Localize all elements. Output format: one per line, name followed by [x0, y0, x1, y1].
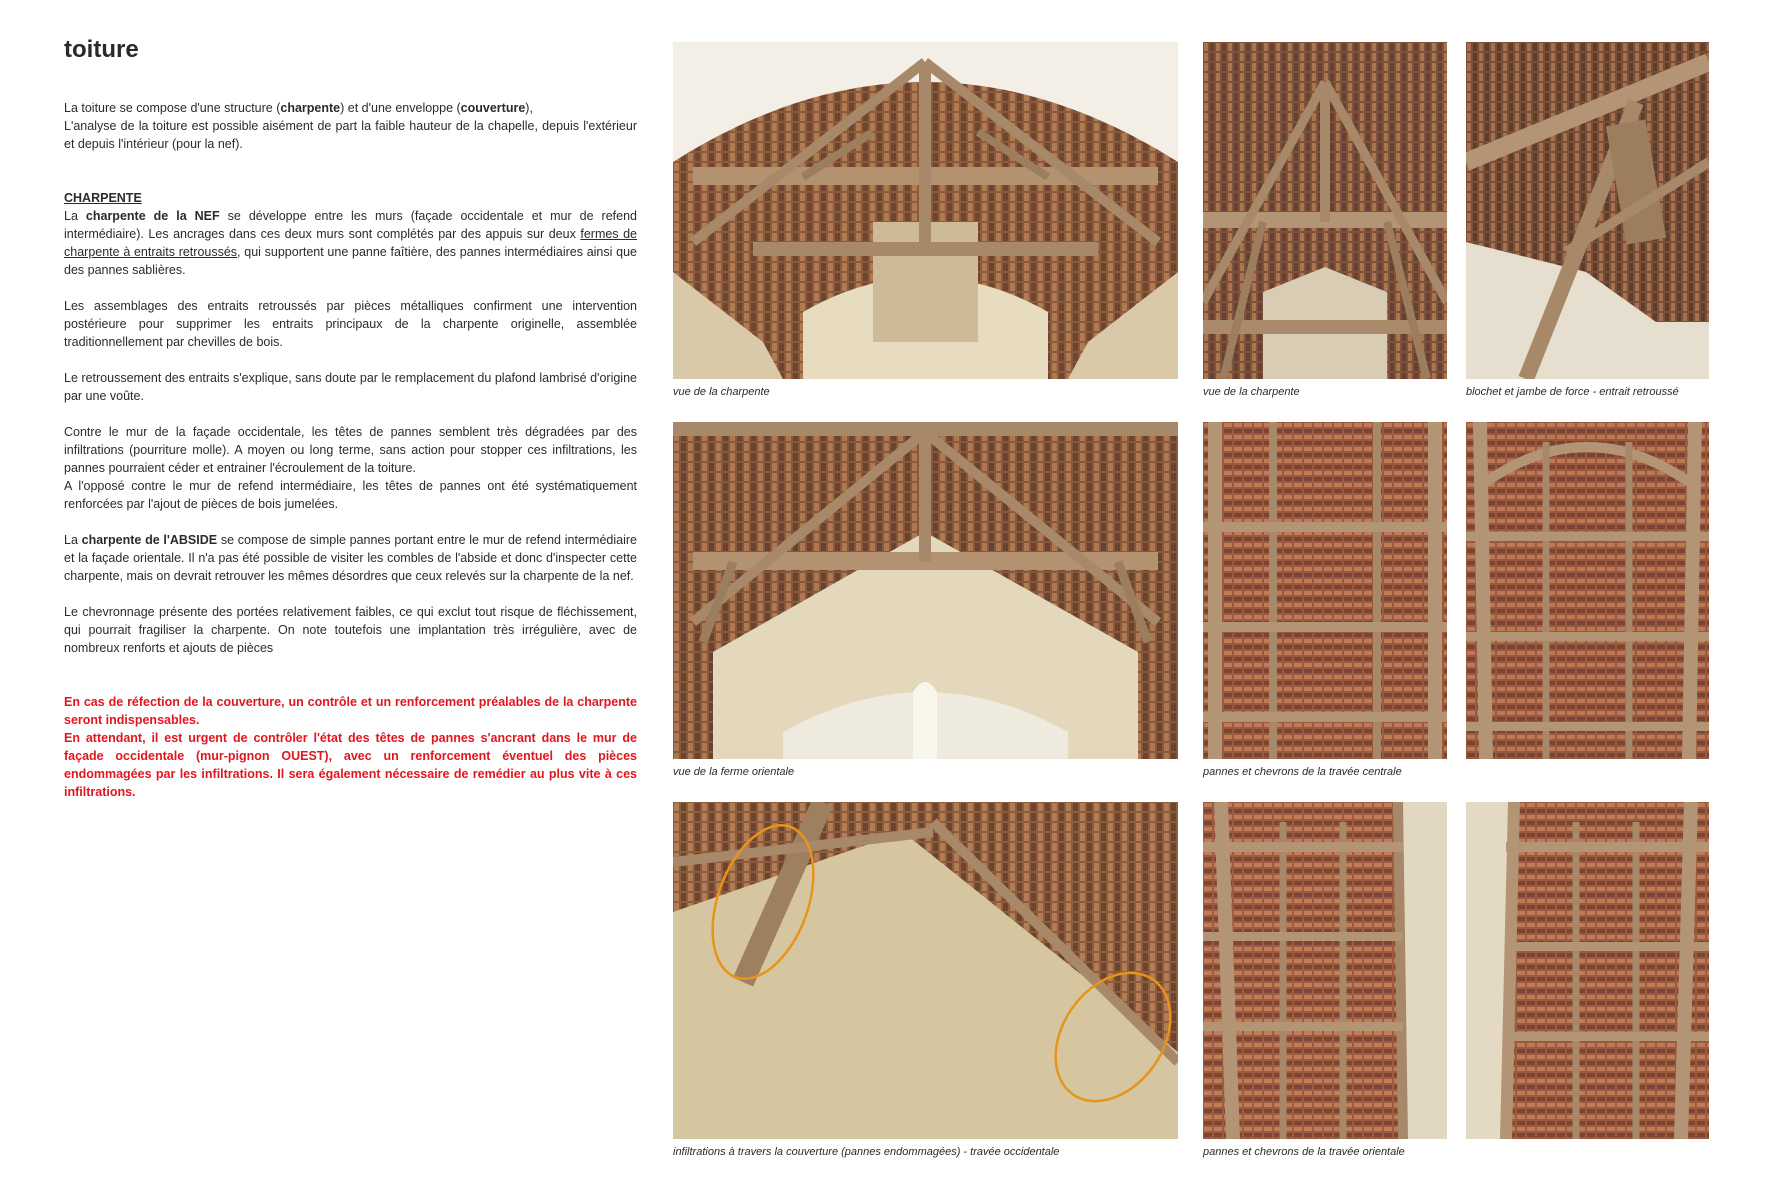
photo-infiltrations — [673, 802, 1178, 1139]
chevronnage-paragraph: Le chevronnage présente des portées relativement faibles, ce qui exclut tout risque de fléchissement, qui pourrait fragiliser la charpente. On note toutefois une implantation très irrégulière, avec de nombreux renforts et ajouts de pièces — [64, 605, 637, 655]
photo-travee-centrale-1 — [1203, 422, 1447, 759]
photo-charpente-wide-1 — [673, 42, 1178, 379]
blochet-photo — [1466, 42, 1709, 379]
caption-photo-8: pannes et chevrons de la travée orientale — [1203, 1146, 1405, 1158]
chevrons-photo — [1466, 802, 1709, 1139]
facade-paragraph: Contre le mur de la façade occidentale, les têtes de pannes semblent très dégradées par des infiltrations (pourriture molle). A moyen ou long terme, sans action pour stopper ces infiltrations, les pannes pourraient céder et entrainer l'écroulement de la toiture. A l'opposé contre le mur de refend intermédiaire, les têtes de pannes ont été systématiquement renforcées par l'ajout de pièces de bois jumelées. — [64, 425, 637, 511]
alert-paragraph: En cas de réfection de la couverture, un contrôle et un renforcement préalables de la charpente seront indispensables. En attendant, il est urgent de contrôler l'état des têtes de pannes s'ancrant dans le mur de façade occidentale (mur-pignon OUEST), avec un renforcement éventuel des pièces endommagées par les infiltrations. Il sera également nécessaire de remédier au plus vite à ces infiltrations. — [64, 695, 637, 799]
caption-photo-5: pannes et chevrons de la travée centrale — [1203, 766, 1402, 778]
page-title: toiture — [64, 36, 139, 63]
photo-charpente-narrow — [1203, 42, 1447, 379]
caption-photo-1: vue de la charpente — [673, 386, 770, 398]
caption-photo-3: blochet et jambe de force - entrait retroussé — [1466, 386, 1679, 398]
intro-paragraph: La toiture se compose d'une structure (charpente) et d'une enveloppe (couverture), L'analyse de la toiture est possible aisément de part la faible hauteur de la chapelle, depuis l'extérieur et depuis l'intérieur (pour la nef). — [64, 101, 637, 151]
photo-ferme-orientale — [673, 422, 1178, 759]
photo-travee-centrale-2 — [1466, 422, 1709, 759]
photo-blochet — [1466, 42, 1709, 379]
caption-photo-7: infiltrations à travers la couverture (pannes endommagées) - travée occidentale — [673, 1146, 1060, 1158]
caption-photo-4: vue de la ferme orientale — [673, 766, 795, 778]
caption-photo-2: vue de la charpente — [1203, 386, 1300, 398]
charpente-heading: CHARPENTE — [64, 191, 142, 205]
assemblages-paragraph: Les assemblages des entraits retroussés par pièces métalliques confirment une intervention postérieure pour supprimer les entraits principaux de la charpente originelle, assemblée traditionnellement par chevilles de bois. — [64, 299, 637, 349]
chevrons-photo — [1466, 422, 1709, 759]
chevrons-photo — [1203, 422, 1447, 759]
roof-truss-photo — [1203, 42, 1447, 379]
text-column — [64, 99, 637, 819]
abside-paragraph: La charpente de l'ABSIDE se compose de simple pannes portant entre le mur de refend intermédiaire et la façade orientale. Il n'a pas été possible de visiter les combles de l'abside et donc d'inspecter cette charpente, mais on devrait retrouver les mêmes désordres que ceux relevés sur la charpente de la nef. — [64, 533, 637, 583]
photo-travee-orientale-2 — [1466, 802, 1709, 1139]
retroussement-paragraph: Le retroussement des entraits s'explique, sans doute par le remplacement du plafond lambrisé d'origine par une voûte. — [64, 371, 637, 403]
chevrons-photo — [1203, 802, 1447, 1139]
ferme-orientale-photo — [673, 422, 1178, 759]
nef-paragraph: La charpente de la NEF se développe entre les murs (façade occidentale et mur de refend intermédiaire). Les ancrages dans ces deux murs sont complétés par des appuis sur deux fermes de charpente à entraits retroussés, qui supportent une panne faîtière, des pannes intermédiaires ainsi que des pannes sablières. — [64, 209, 637, 277]
photo-travee-orientale-1 — [1203, 802, 1447, 1139]
infiltrations-photo — [673, 802, 1178, 1139]
roof-truss-photo — [673, 42, 1178, 379]
